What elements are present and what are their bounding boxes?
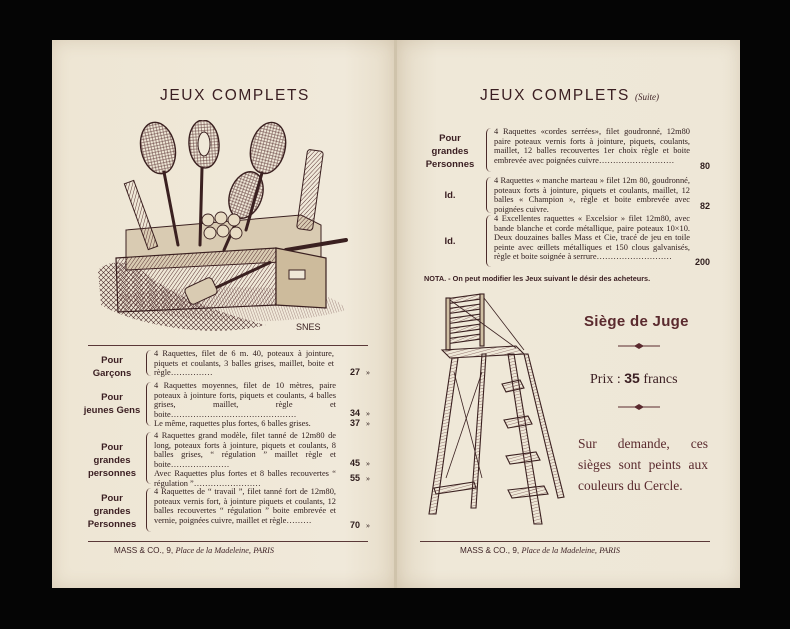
item-price-jeunes-gens: 34 [349, 408, 360, 418]
brace [486, 177, 491, 213]
left-footer [114, 546, 274, 555]
footer-city: PARIS [599, 546, 620, 555]
footer-addr-num: 9, [512, 546, 520, 555]
item-price-garcons: 27 [349, 367, 360, 377]
brace [146, 432, 151, 484]
brace [486, 215, 491, 267]
r-item-price-1: 80 [699, 161, 710, 171]
r-item-label-id-1: Id. [444, 190, 456, 201]
r-item-price-3: 200 [694, 257, 710, 267]
item-desc-grandes-personnes-2: 4 Raquettes de “ travail ”, filet tanné fort de 12m80, poteaux vernis fort, à jointure piquets et coulants, 12 balles recouvertes “ régulation ” boite embrevée et vernie, poignées cuivre, maillet et règle……… [154, 487, 336, 525]
item-price2-grandes-personnes: 55 [349, 473, 360, 483]
right-bottom-rule [420, 541, 710, 542]
left-bottom-rule [88, 541, 368, 542]
item-price-grandes-personnes-2: 70 [349, 520, 360, 530]
ornament-divider [618, 343, 660, 349]
footer-city: PARIS [253, 546, 274, 555]
illustration-signature: SNES [296, 322, 321, 332]
item-desc-grandes-personnes: 4 Raquettes grand modèle, filet tanné de 12m80 de long, poteaux forts à jointure, piquets et coulants, 8 balles grises, “ régulation ” maillet règle et boite………………… Avec Raquettes plus fortes et 8 balles recouvertes “ régulation ”…………………… [154, 431, 336, 488]
umpire-chair-illustration [424, 292, 574, 538]
footer-addr-num: 9, [166, 546, 174, 555]
item-desc-garcons: 4 Raquettes, filet de 6 m. 40, poteaux à jointure, piquets et coulants, 3 balles grises, maillet, boite et règle…………… [154, 349, 334, 378]
price-guillemet: » [366, 409, 370, 418]
right-page-title [480, 87, 659, 105]
prix-line [590, 370, 678, 388]
price-guillemet: » [366, 521, 370, 530]
footer-addr: Place de la Madeleine, [521, 546, 597, 555]
prix-label: Prix : [590, 372, 621, 387]
right-page-title-text: JEUX COMPLETS [480, 87, 630, 104]
siege-demande: Sur demande, ces sièges sont peints aux couleurs du Cercle. [578, 436, 708, 493]
price-guillemet: » [366, 368, 370, 377]
item-label-grandes-personnes-2: Pour grandes Personnes [87, 493, 137, 530]
item-desc-jeunes-gens: 4 Raquettes moyennes, filet de 10 mètres, paire poteaux à jointure forts, piquets et coulants, 4 balles grises, maillet, règle et boite……………………………………… Le même, raquettes plus fortes, 6 balles grises. [154, 381, 336, 429]
item-label-grandes-personnes: Pour grandes personnes [87, 442, 137, 479]
prix-value: 35 [624, 370, 640, 386]
right-page-title-suffix: (Suite) [635, 92, 659, 102]
footer-addr: Place de la Madeleine, [175, 546, 251, 555]
price-guillemet: » [366, 474, 370, 483]
left-top-rule [88, 345, 368, 346]
siege-title: Siège de Juge [584, 313, 689, 330]
brace [486, 128, 491, 172]
brace [146, 488, 151, 532]
price-guillemet: » [366, 419, 370, 428]
left-page-title: JEUX COMPLETS [160, 87, 310, 104]
item-price2-jeunes-gens: 37 [349, 418, 360, 428]
prix-unit: francs [643, 372, 678, 387]
ornament-divider [618, 404, 660, 410]
r-item-desc-2: 4 Raquettes « manche marteau » filet 12m 80, goudronné, poteaux forts à jointure, piquets et coulants, maillet, 12 balles « Champion », règle et boite embrevée avec poignées cuivre. [494, 176, 690, 214]
item-label-jeunes-gens: Pour jeunes Gens [83, 392, 141, 416]
book-spine [394, 40, 397, 588]
r-item-desc-1: 4 Raquettes «cordes serrées», filet goudronné, 12m80 paire poteaux vernis forts à jointure, piquets, coulants, maillet, 12 balles recouvertes 1er choix règle et boite embrevée avec poignées cuivre……………………… [494, 127, 690, 165]
footer-name: MASS & CO., [114, 546, 165, 555]
brace [146, 350, 151, 376]
price-guillemet: » [366, 459, 370, 468]
r-item-price-2: 82 [699, 201, 710, 211]
r-item-label-grandes-personnes: Pour grandes Personnes [425, 133, 475, 170]
nota-text: NOTA. - On peut modifier les Jeux suivant le désir des acheteurs. [424, 274, 651, 283]
tennis-box-illustration [96, 120, 358, 342]
r-item-label-id-2: Id. [444, 236, 456, 247]
item-label-garcons: Pour Garçons [92, 355, 132, 379]
footer-name: MASS & CO., [460, 546, 511, 555]
item-price-grandes-personnes: 45 [349, 458, 360, 468]
r-item-desc-3: 4 Excellentes raquettes « Excelsior » filet 12m80, avec bande blanche et corde métallique, paire poteaux 10×10. Deux douzaines balles Mass et Cie, tracé de jeu en toile peinte avec œillets métalliques et 150 clous galvanisés, règle et boite soignée à serrure……………………… [494, 214, 690, 262]
brace [146, 382, 151, 426]
right-footer [460, 546, 620, 555]
